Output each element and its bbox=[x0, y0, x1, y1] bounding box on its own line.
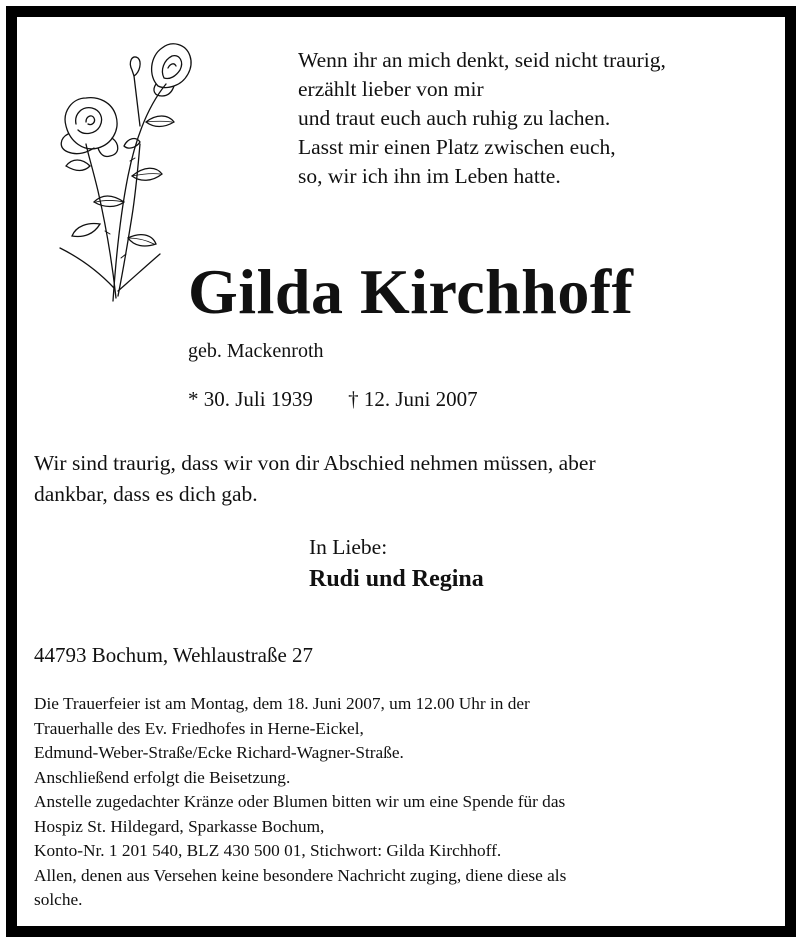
deceased-name: Gilda Kirchhoff bbox=[188, 256, 634, 327]
death-date: † 12. Juni 2007 bbox=[348, 387, 478, 411]
poem-line: Wenn ihr an mich denkt, seid nicht traurig, bbox=[298, 48, 666, 72]
details-line: Hospiz St. Hildegard, Sparkasse Bochum, bbox=[34, 816, 325, 836]
life-dates bbox=[188, 387, 478, 412]
rose-illustration bbox=[28, 26, 198, 311]
details-line: Allen, denen aus Versehen keine besondere Nachricht zuging, diene diese als bbox=[34, 865, 567, 885]
details-line: Anschließend erfolgt die Beisetzung. bbox=[34, 767, 291, 787]
poem-line: erzählt lieber von mir bbox=[298, 77, 484, 101]
details-line: Konto-Nr. 1 201 540, BLZ 430 500 01, Stichwort: Gilda Kirchhoff. bbox=[34, 841, 502, 860]
details-line: Anstelle zugedachter Kränze oder Blumen bitten wir um eine Spende für das bbox=[34, 792, 566, 811]
love-label: In Liebe: bbox=[309, 535, 388, 559]
details-line: Die Trauerfeier ist am Montag, dem 18. Juni 2007, um 12.00 Uhr in der bbox=[34, 694, 530, 713]
farewell-line: Wir sind traurig, dass wir von dir Abschied nehmen müssen, aber bbox=[34, 451, 596, 475]
poem-line: Lasst mir einen Platz zwischen euch, bbox=[298, 135, 616, 159]
birth-date: * 30. Juli 1939 bbox=[188, 387, 313, 411]
ceremony-details bbox=[34, 692, 759, 913]
signers: Rudi und Regina bbox=[309, 566, 484, 592]
details-line: solche. bbox=[34, 890, 83, 909]
poem-line: und traut euch auch ruhig zu lachen. bbox=[298, 106, 611, 130]
details-line: Edmund-Weber-Straße/Ecke Richard-Wagner-Straße. bbox=[34, 743, 404, 762]
farewell-message bbox=[34, 448, 754, 510]
details-line: Trauerhalle des Ev. Friedhofes in Herne-Eickel, bbox=[34, 718, 364, 738]
farewell-line: dankbar, dass es dich gab. bbox=[34, 482, 258, 506]
birth-name: geb. Mackenroth bbox=[188, 340, 324, 362]
poem-line: so, wir ich ihn im Leben hatte. bbox=[298, 164, 561, 188]
poem bbox=[298, 46, 666, 191]
address: 44793 Bochum, Wehlaustraße 27 bbox=[34, 643, 314, 667]
